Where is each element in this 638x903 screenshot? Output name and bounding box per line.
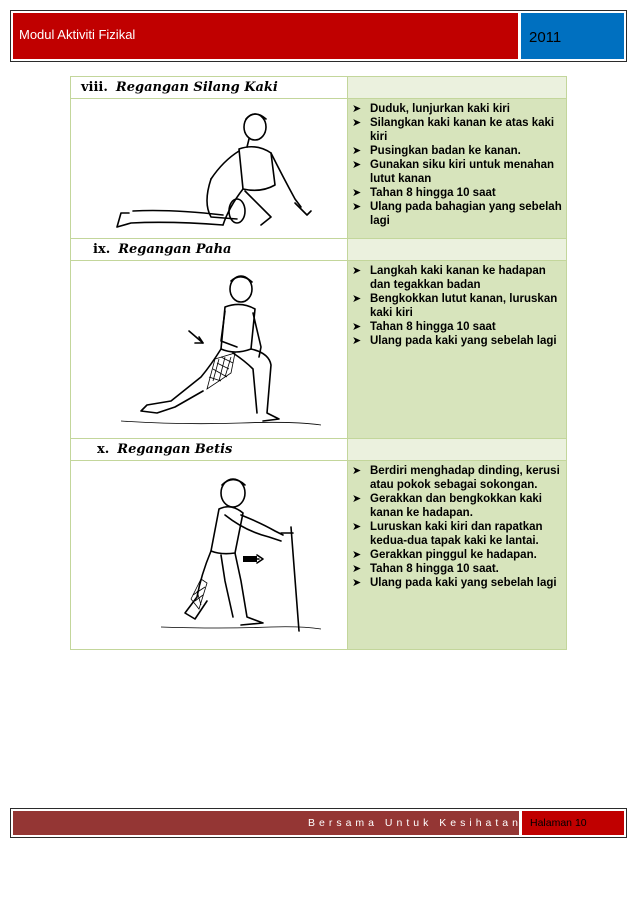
instruction-step: ➤ Silangkan kaki kanan ke atas kaki kiri — [352, 117, 555, 143]
header-year-box — [521, 13, 624, 59]
module-title: Modul Aktiviti Fizikal — [19, 27, 136, 42]
exercise-table — [70, 76, 567, 650]
arrow-bullet-icon: ➤ — [352, 293, 362, 305]
arrow-bullet-icon: ➤ — [352, 493, 362, 505]
section-title: Regangan Betis — [117, 442, 233, 457]
arrow-bullet-icon: ➤ — [352, 577, 362, 589]
arrow-bullet-icon: ➤ — [352, 159, 362, 171]
instruction-step: ➤ Gerakkan pinggul ke hadapan. — [352, 549, 537, 561]
instruction-step: ➤ Ulang pada kaki yang sebelah lagi — [352, 577, 557, 589]
arrow-bullet-icon: ➤ — [352, 187, 362, 199]
arrow-bullet-icon: ➤ — [352, 549, 362, 561]
calf-stretch-illustration — [71, 461, 348, 649]
page-footer — [10, 808, 627, 838]
section-number: viii. — [81, 80, 108, 95]
instructions-x — [348, 461, 566, 649]
section-header-x — [71, 439, 566, 461]
section-content-ix — [71, 261, 566, 439]
footer-motto-bar — [13, 811, 522, 835]
wall-lean-figure-icon — [121, 471, 321, 641]
footer-motto: Bersama Untuk Kesihatan — [308, 817, 522, 829]
section-title: Regangan Paha — [118, 242, 232, 257]
arrow-bullet-icon: ➤ — [352, 563, 362, 575]
instruction-step: ➤ Luruskan kaki kiri dan rapatkan kedua-dua tapak kaki ke lantai. — [352, 521, 543, 547]
section-title: Regangan Silang Kaki — [115, 80, 278, 95]
arrow-bullet-icon: ➤ — [352, 103, 362, 115]
arrow-bullet-icon: ➤ — [352, 465, 362, 477]
instruction-step: ➤ Ulang pada kaki yang sebelah lagi — [352, 335, 557, 347]
year-label: 2011 — [529, 29, 562, 46]
instructions-viii — [348, 99, 566, 238]
instruction-step: ➤ Ulang pada bahagian yang sebelah lagi — [352, 201, 562, 227]
instruction-step: ➤ Duduk, lunjurkan kaki kiri — [352, 103, 510, 115]
instruction-step: ➤ Tahan 8 hingga 10 saat. — [352, 563, 499, 575]
instruction-step: ➤ Pusingkan badan ke kanan. — [352, 145, 521, 157]
arrow-bullet-icon: ➤ — [352, 117, 362, 129]
arrow-bullet-icon: ➤ — [352, 201, 362, 213]
instruction-step: ➤ Langkah kaki kanan ke hadapan dan tegakkan badan — [352, 265, 546, 291]
lunge-figure-icon — [121, 273, 321, 433]
instructions-ix — [348, 261, 566, 438]
section-header-viii — [71, 77, 566, 99]
instruction-step: ➤ Tahan 8 hingga 10 saat — [352, 321, 496, 333]
header-title-bar — [13, 13, 518, 59]
cross-leg-stretch-illustration — [71, 99, 348, 238]
page-number: Halaman 10 — [530, 817, 587, 829]
section-number: ix. — [93, 242, 111, 257]
arrow-bullet-icon: ➤ — [352, 145, 362, 157]
instruction-step: ➤ Berdiri menghadap dinding, kerusi atau pokok sebagai sokongan. — [352, 465, 560, 491]
section-number: x. — [97, 442, 110, 457]
instruction-step: ➤ Gunakan siku kiri untuk menahan lutut kanan — [352, 159, 555, 185]
thigh-stretch-illustration — [71, 261, 348, 438]
instruction-step: ➤ Gerakkan dan bengkokkan kaki kanan ke hadapan. — [352, 493, 542, 519]
instruction-step: ➤ Tahan 8 hingga 10 saat — [352, 187, 496, 199]
arrow-bullet-icon: ➤ — [352, 521, 362, 533]
section-content-viii — [71, 99, 566, 239]
instruction-step: ➤ Bengkokkan lutut kanan, luruskan kaki kiri — [352, 293, 558, 319]
page-header — [10, 10, 627, 62]
section-content-x — [71, 461, 566, 649]
seated-twist-figure-icon — [111, 107, 331, 235]
arrow-bullet-icon: ➤ — [352, 335, 362, 347]
arrow-bullet-icon: ➤ — [352, 265, 362, 277]
footer-page-box — [522, 811, 624, 835]
arrow-bullet-icon: ➤ — [352, 321, 362, 333]
section-header-ix — [71, 239, 566, 261]
